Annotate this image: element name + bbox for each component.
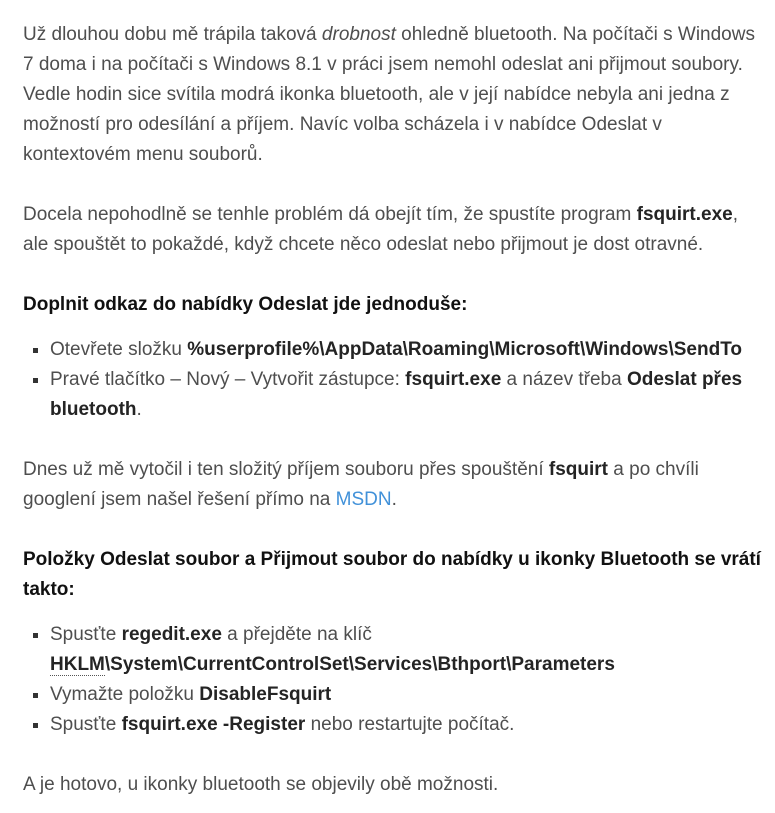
paragraph-intro — [23, 20, 765, 170]
list-item-regedit — [50, 620, 765, 680]
list-item-delete-value — [50, 680, 765, 710]
paragraph-workaround — [23, 200, 765, 260]
list-item-open-folder — [50, 335, 765, 365]
text-run: . — [391, 489, 397, 510]
bold-fsquirt-exe: fsquirt.exe — [636, 204, 733, 225]
text-run: Spusťte — [50, 624, 122, 645]
bold-sendto-path: %userprofile%\AppData\Roaming\Microsoft\Windows\SendTo — [187, 339, 743, 360]
list-sendto-steps — [23, 335, 765, 425]
heading-bluetooth-menu-fix: Položky Odeslat soubor a Přijmout soubor do nabídky u ikonky Bluetooth se vrátí takto: — [23, 549, 761, 600]
text-run: A je hotovo, u ikonky bluetooth se objevily obě možnosti. — [23, 774, 499, 795]
list-registry-steps — [23, 620, 765, 740]
list-item-create-shortcut — [50, 365, 765, 425]
text-run: . — [136, 399, 142, 420]
bold-fsquirt-register: fsquirt.exe -Register — [121, 714, 306, 735]
bold-registry-path: \System\CurrentControlSet\Services\Bthport\Parameters — [104, 654, 615, 675]
text-run: Docela nepohodlně se tenhle problém dá obejít tím, že spustíte program — [23, 204, 637, 225]
bold-shortcut-name: Odeslat přes bluetooth — [50, 369, 743, 420]
text-run: , ale spouštět to pokaždé, když chcete něco odeslat nebo přijmout je dost otravné. — [23, 204, 739, 255]
paragraph-conclusion — [23, 770, 765, 800]
heading-sendto-shortcut: Doplnit odkaz do nabídky Odeslat jde jednoduše: — [23, 294, 468, 315]
bold-disablefsquirt: DisableFsquirt — [199, 684, 332, 705]
text-run: Otevřete složku — [50, 339, 188, 360]
text-run: Spusťte — [50, 714, 122, 735]
bold-fsquirt-exe: fsquirt.exe — [405, 369, 502, 390]
text-run: Už dlouhou dobu mě trápila taková — [23, 24, 322, 45]
list-item-register — [50, 710, 765, 740]
text-run: a přejděte na klíč — [221, 624, 372, 645]
text-run: nebo restartujte počítač. — [305, 714, 515, 735]
msdn-link[interactable]: MSDN — [335, 489, 392, 510]
paragraph-msdn — [23, 455, 765, 515]
hklm-abbr: HKLM — [50, 654, 105, 675]
text-run: ohledně bluetooth. Na počítači s Windows 7 doma i na počítači s Windows 8.1 v práci jsem nemohl odeslat ani přijmout soubory. Vedle hodin sice svítila modrá ikonka bluetooth, ale v její nabídce nebyla ani jedna z možností pro odesílání a příjem. Navíc volba scházela i v nabídce Odeslat v kontextovém menu souborů. — [23, 24, 755, 165]
text-run: a název třeba — [501, 369, 627, 390]
bold-fsquirt: fsquirt — [548, 459, 609, 480]
text-run: Vymažte položku — [50, 684, 200, 705]
italic-drobnost: drobnost — [321, 24, 396, 45]
text-run: Dnes už mě vytočil i ten složitý příjem souboru přes spouštění — [23, 459, 549, 480]
text-run: a po chvíli googlení jsem našel řešení přímo na — [23, 459, 699, 510]
bold-regedit-exe: regedit.exe — [121, 624, 222, 645]
text-run: Pravé tlačítko – Nový – Vytvořit zástupce: — [50, 369, 406, 390]
